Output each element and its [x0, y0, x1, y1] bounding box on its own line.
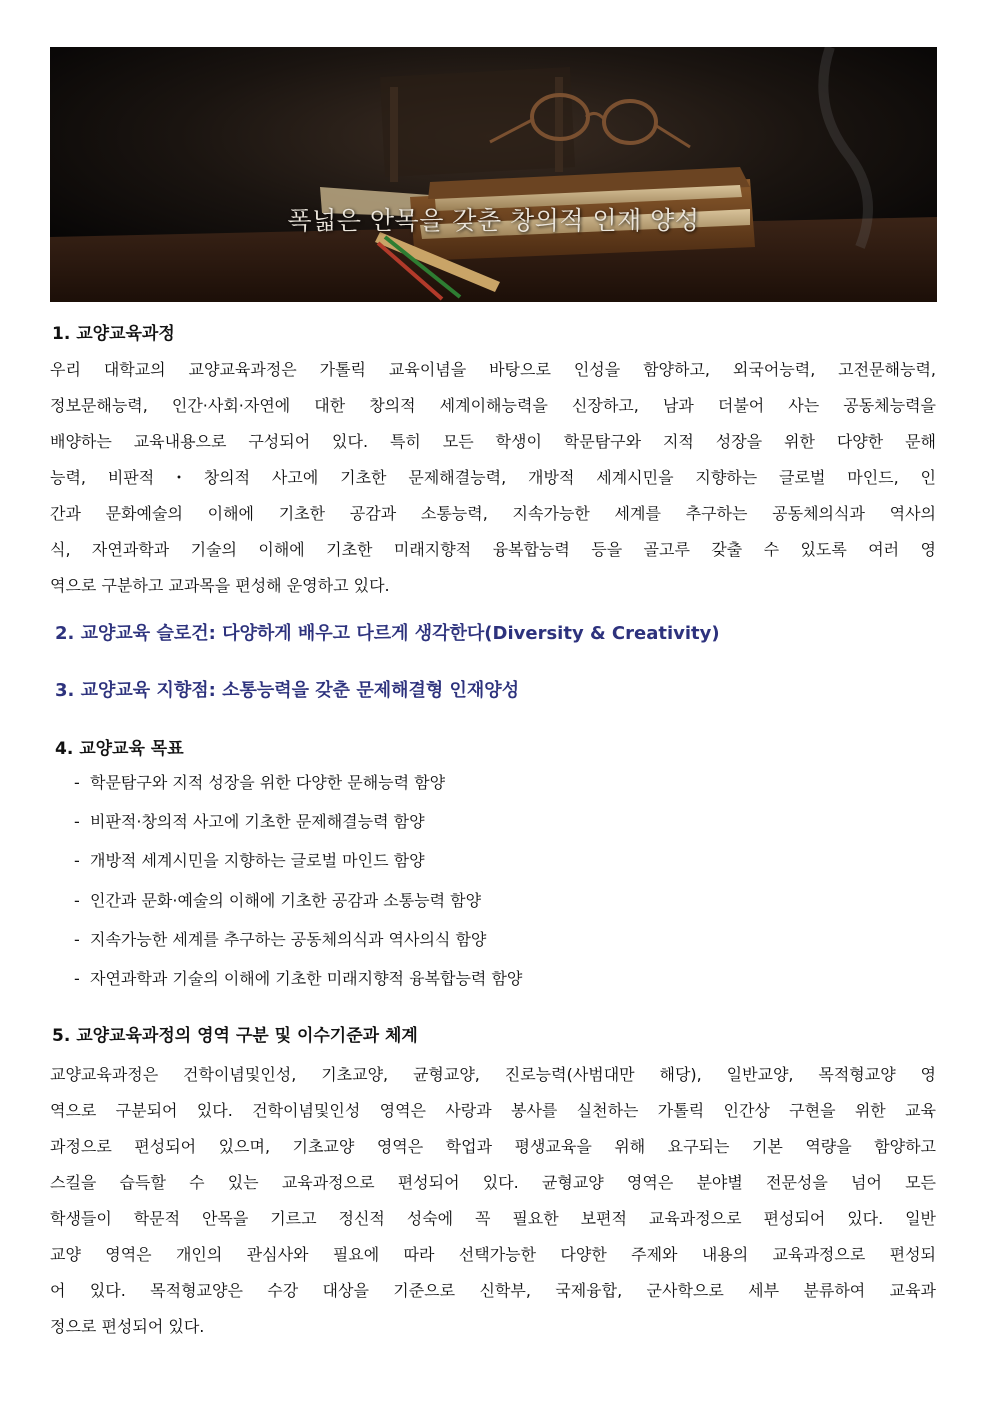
section5-line: 정으로 편성되어 있다. — [50, 1317, 205, 1336]
section1-line: 정보문해능력, 인간·사회·자연에 대한 창의적 세계이해능력을 신장하고, 남과 더불어 사는 공동체능력을 — [50, 396, 936, 415]
goal-item: - 자연과학과 기술의 이해에 기초한 미래지향적 융복합능력 함양 — [74, 968, 523, 988]
goal-item: - 지속가능한 세계를 추구하는 공동체의식과 역사의식 함양 — [74, 929, 487, 949]
section1-line: 능력, 비판적・창의적 사고에 기초한 문제해결능력, 개방적 세계시민을 지향하는 글로벌 마인드, 인 — [50, 468, 936, 487]
section5-line: 교양 영역은 개인의 관심사와 필요에 따라 선택가능한 다양한 주제와 내용의 교육과정으로 편성되 — [50, 1245, 936, 1264]
section5-line: 학생들이 학문적 안목을 기르고 정신적 성숙에 꼭 필요한 보편적 교육과정으로 편성되어 있다. 일반 — [50, 1209, 936, 1228]
books-and-glasses-photo — [50, 47, 937, 302]
section5-line: 과정으로 편성되어 있으며, 기초교양 영역은 학업과 평생교육을 위해 요구되는 기본 역량을 함양하고 — [50, 1137, 936, 1156]
section1-line: 식, 자연과학과 기술의 이해에 기초한 미래지향적 융복합능력 등을 골고루 갖출 수 있도록 여러 영 — [50, 540, 936, 559]
section3-heading: 3. 교양교육 지향점: 소통능력을 갖춘 문제해결형 인재양성 — [55, 680, 520, 701]
section5-line: 역으로 구분되어 있다. 건학이념및인성 영역은 사랑과 봉사를 실천하는 가톨릭 인간상 구현을 위한 교육 — [50, 1101, 936, 1120]
goal-item: - 학문탐구와 지적 성장을 위한 다양한 문해능력 함양 — [74, 773, 446, 792]
section1-paragraph — [50, 352, 936, 604]
section1-line: 간과 문화예술의 이해에 기초한 공감과 소통능력, 지속가능한 세계를 추구하는 공동체의식과 역사의 — [50, 504, 936, 523]
banner-title: 폭넓은 안목을 갖춘 창의적 인재 양성 — [287, 206, 700, 235]
section1-heading: 1. 교양교육과정 — [52, 324, 175, 344]
section4-heading: 4. 교양교육 목표 — [55, 739, 184, 759]
section5-line: 스킬을 습득할 수 있는 교육과정으로 편성되어 있다. 균형교양 영역은 분야별 전문성을 넘어 모든 — [50, 1173, 936, 1192]
goal-item: - 비판적·창의적 사고에 기초한 문제해결능력 함양 — [74, 812, 425, 832]
goal-item: - 개방적 세계시민을 지향하는 글로벌 마인드 함양 — [74, 851, 425, 871]
section1-line: 우리 대학교의 교양교육과정은 가톨릭 교육이념을 바탕으로 인성을 함양하고, 외국어능력, 고전문해능력, — [50, 360, 936, 379]
goal-list — [74, 768, 522, 1003]
section1-line: 배양하는 교육내용으로 구성되어 있다. 특히 모든 학생이 학문탐구와 지적 성장을 위한 다양한 문해 — [50, 432, 936, 451]
goal-item: - 인간과 문화·예술의 이해에 기초한 공감과 소통능력 함양 — [74, 890, 482, 910]
section5-line: 교양교육과정은 건학이념및인성, 기초교양, 균형교양, 진로능력(사범대만 해당), 일반교양, 목적형교양 영 — [50, 1065, 936, 1084]
section5-paragraph — [50, 1057, 936, 1345]
section2-heading: 2. 교양교육 슬로건: 다양하게 배우고 다르게 생각한다(Diversity & Creativity) — [55, 623, 720, 644]
section5-line: 어 있다. 목적형교양은 수강 대상을 기준으로 신학부, 국제융합, 군사학으로 세부 분류하여 교육과 — [50, 1281, 936, 1300]
section5-heading: 5. 교양교육과정의 영역 구분 및 이수기준과 체계 — [52, 1026, 418, 1046]
banner — [50, 47, 937, 302]
section1-line: 역으로 구분하고 교과목을 편성해 운영하고 있다. — [50, 576, 390, 595]
